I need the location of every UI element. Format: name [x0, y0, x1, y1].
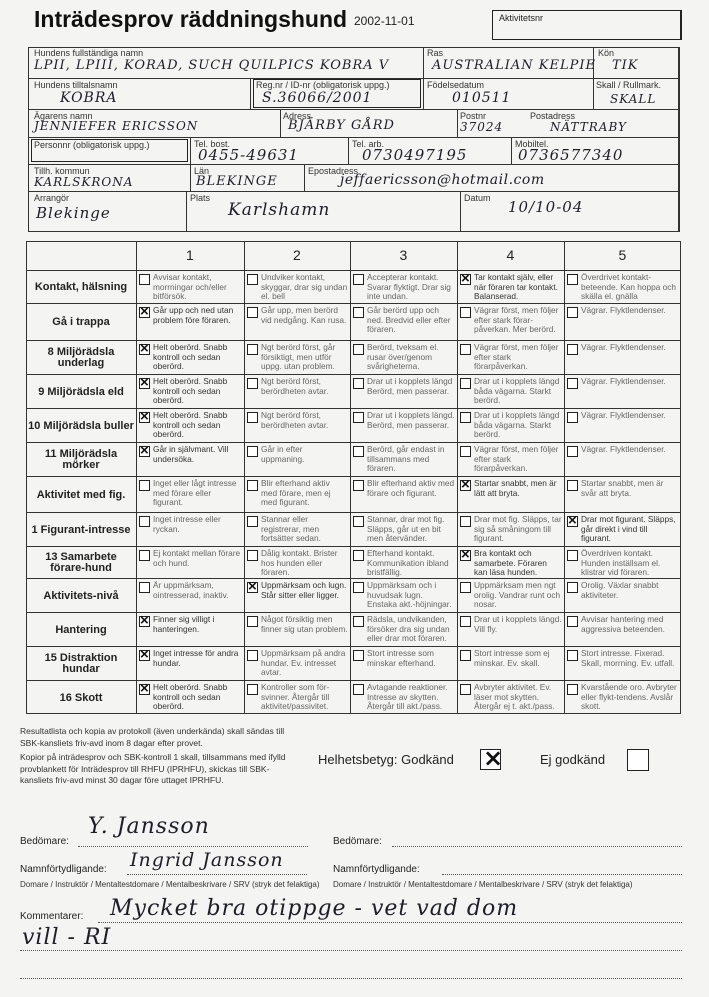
arrangor-label: Arrangör — [34, 193, 70, 203]
criteria-cell: Uppmärksam och lugn. Står sitter eller ligger. — [261, 581, 347, 600]
score-checkbox[interactable] — [567, 307, 578, 318]
ras-value[interactable]: AUSTRALIAN KELPIE — [432, 58, 596, 73]
personnr-label: Personnr (obligatorisk uppg.) — [34, 140, 150, 150]
criteria-cell: Vägrar. Flyktlendenser. — [581, 306, 666, 315]
domare-sub-1: Domare / Instruktör / Mentaltestdomare / Mentalbeskrivare / SRV (stryk det felaktiga) — [20, 880, 320, 889]
score-checkbox[interactable] — [460, 582, 471, 593]
column-header-5: 5 — [618, 247, 627, 263]
criteria-cell: Går upp, men berörd vid nedgång. Kan rusa. — [261, 306, 347, 325]
score-checkbox[interactable] — [139, 516, 150, 527]
score-checkbox[interactable] — [460, 516, 471, 527]
score-checkbox[interactable] — [567, 274, 578, 285]
criteria-cell: Startar snabbt, men är lätt att bryta. — [474, 479, 557, 498]
criteria-cell: Drar ut i kopplets längd båda vägarna. Starkt berörd. — [474, 377, 560, 405]
criteria-cell: Vägrar. Flyktlendenser. — [581, 377, 666, 386]
criteria-cell: Stort intresse som ej minskar. Ev. skall. — [474, 649, 550, 668]
bedomare1-label: Bedömare: — [20, 836, 69, 847]
postnr-value[interactable]: 37024 — [460, 120, 504, 134]
score-checkbox[interactable] — [567, 616, 578, 627]
criteria-cell: Helt oberörd. Snabb kontroll och sedan oberörd. — [153, 343, 228, 371]
row-label: Hantering — [55, 623, 107, 636]
column-header-4: 4 — [506, 247, 515, 263]
criteria-cell: Vägrar först, men följer efter stark förar-påverkan. Mer berörd. — [474, 306, 559, 334]
criteria-cell: Bra kontakt och samarbete. Föraren kan läsa hunden. — [474, 549, 547, 577]
score-checkbox[interactable] — [567, 684, 578, 695]
kon-label: Kön — [598, 48, 615, 58]
score-checkbox[interactable] — [247, 307, 258, 318]
postadress-label: Postadress — [530, 111, 576, 121]
kommentar-line-1[interactable]: Mycket bra otippge - vet vad dom — [110, 896, 519, 921]
kon-value[interactable]: TIK — [612, 58, 639, 73]
bedomare1-signature: Y. Jansson — [88, 814, 210, 839]
criteria-cell: Drar ut i kopplets längd båda vägarna. Starkt berörd. — [474, 411, 560, 439]
criteria-cell: Uppmärksam på andra hundar. Ev. intresset avtar. — [261, 649, 346, 677]
criteria-cell: Ngt berörd först, går försiktigt, men utför uppg. utan problem. — [261, 343, 336, 371]
telarb-value[interactable]: 0730497195 — [362, 146, 468, 164]
score-checkbox[interactable] — [353, 650, 364, 661]
form-title: Inträdesprov räddningshund — [34, 6, 348, 32]
telbost-value[interactable]: 0455-49631 — [198, 146, 299, 164]
domare-sub-2: Domare / Instruktör / Mentaltestdomare / Mentalbeskrivare / SRV (stryk det felaktiga) — [333, 880, 633, 889]
criteria-cell: Inget intresse eller ryckan. — [153, 515, 221, 534]
datum-value[interactable]: 10/10-04 — [508, 198, 584, 216]
criteria-cell: Rädsla, undvikanden, försöker dra sig undan eller drar mot föraren. — [367, 615, 450, 643]
score-checkbox[interactable] — [567, 446, 578, 457]
score-checkbox[interactable] — [567, 344, 578, 355]
score-checkbox[interactable] — [139, 274, 150, 285]
criteria-cell: Något försiktig men finner sig utan problem. — [261, 615, 348, 634]
criteria-cell: Helt oberörd. Snabb kontroll och sedan oberörd. — [153, 377, 228, 405]
criteria-cell: Överdrivet kontakt-beteende. Kan hoppa och skälla el. gnälla — [581, 273, 677, 301]
criteria-cell: Går upp och ned utan problem före föraren. — [153, 306, 234, 325]
score-checkbox[interactable] — [139, 684, 150, 695]
score-checkbox[interactable] — [139, 550, 150, 561]
fodelse-label: Födelsedatum — [427, 80, 485, 90]
score-checkbox[interactable] — [353, 274, 364, 285]
column-header-3: 3 — [399, 247, 408, 263]
score-checkbox[interactable] — [247, 480, 258, 491]
criteria-cell: Är uppmärksam, ointresserad, inaktiv. — [153, 581, 229, 600]
skall-label: Skall / Rullmark. — [596, 80, 662, 90]
criteria-cell: Dålig kontakt. Brister hos hunden eller föraren. — [261, 549, 338, 577]
criteria-cell: Kvarstående oro. Avbryter eller flykt-tendens. Avslår skott. — [581, 683, 677, 711]
score-checkbox[interactable] — [247, 344, 258, 355]
row-label: 13 Samarbete förare-hund — [45, 551, 117, 574]
criteria-cell: Går in självmant. Vill undersöka. — [153, 445, 229, 464]
criteria-cell: Berörd, går endast in tillsammans med föraren. — [367, 445, 445, 473]
kommentarer-label: Kommentarer: — [20, 911, 84, 922]
adress-label: Adress — [283, 111, 312, 121]
criteria-cell: Startar snabbt, men är svår att bryta. — [581, 479, 664, 498]
kommun-label: Tillh. kommun — [34, 166, 90, 176]
criteria-cell: Uppmärksam men ngt orolig. Vandrar runt och nosar. — [474, 581, 561, 609]
score-checkbox[interactable] — [247, 412, 258, 423]
score-checkbox[interactable] — [460, 684, 471, 695]
criteria-cell: Stort intresse som minskar efterhand. — [367, 649, 436, 668]
criteria-cell: Tar kontakt själv, eller när föraren tar kontakt. Balanserad. — [474, 273, 558, 301]
telarb-label: Tel. arb. — [352, 139, 385, 149]
namnfort2-label: Namnförtydligande: — [333, 864, 420, 875]
score-checkbox[interactable] — [460, 446, 471, 457]
score-checkbox[interactable] — [567, 480, 578, 491]
criteria-cell: Drar mot figurant. Släpps, går direkt i vind till figurant. — [581, 515, 676, 543]
criteria-cell: Kontroller som för-svinner. Återgår till aktivitet/passivitet. — [261, 683, 330, 711]
score-checkbox[interactable] — [460, 378, 471, 389]
criteria-cell: Orolig. Växlar snabbt aktiviteter. — [581, 581, 659, 600]
criteria-cell: Uppmärksam och i huvudsak lugn. Enstaka akt.-höjningar. — [367, 581, 452, 609]
row-label: 11 Miljörädsla mörker — [44, 448, 118, 471]
adress-value[interactable]: BJÄRBY GÅRD — [288, 118, 395, 133]
score-checkbox[interactable] — [460, 344, 471, 355]
criteria-cell: Vägrar. Flyktlendenser. — [581, 445, 666, 454]
row-label: Gå i trappa — [52, 316, 110, 328]
ej-godkand-label: Ej godkänd — [540, 752, 606, 767]
arrangor-value[interactable]: Blekinge — [36, 204, 111, 222]
criteria-cell: Avtagande reaktioner. Intresse av skytten. Återgår till akt./pass. — [367, 683, 448, 711]
lan-value[interactable]: BLEKINGE — [196, 174, 278, 189]
row-label: 1 Figurant-intresse — [31, 523, 131, 536]
godkand-checkbox[interactable] — [480, 744, 504, 772]
criteria-cell: Efterhand kontakt. Kommunikation ibland bristfällig. — [367, 549, 449, 577]
criteria-cell: Stannar eller registrerar, men fortsätter sedan. — [261, 515, 321, 543]
score-checkbox[interactable] — [247, 616, 258, 627]
score-checkbox[interactable] — [353, 307, 364, 318]
agare-label: Ägarens namn — [34, 111, 93, 121]
row-label: 10 Miljörädsla buller — [28, 419, 134, 432]
score-checkbox[interactable] — [139, 307, 150, 318]
column-header-2: 2 — [293, 247, 301, 263]
epost-label: Epostadress — [308, 166, 359, 176]
score-checkbox[interactable] — [353, 446, 364, 457]
criteria-cell: Går in efter uppmaning. — [261, 445, 305, 464]
score-checkbox[interactable] — [460, 480, 471, 491]
kommun-value[interactable]: KARLSKRONA — [34, 175, 134, 189]
fullname-value[interactable]: LPII, LPIII, KORAD, SUCH QUILPICS KOBRA V — [34, 58, 390, 73]
score-checkbox[interactable] — [353, 480, 364, 491]
column-header-1: 1 — [186, 247, 194, 263]
criteria-cell: Blir efterhand aktiv med förare och figurant. — [367, 479, 455, 498]
criteria-cell: Accepterar kontakt. Svarar flyktigt. Drar sig inte undan. — [367, 273, 451, 301]
score-checkbox[interactable] — [460, 616, 471, 627]
criteria-cell: Berörd, tveksam el. rusar över/genom svårigheterna. — [367, 343, 439, 371]
ej-godkand-checkbox[interactable] — [627, 749, 649, 771]
footer-note-2: Kopior på inträdesprov och SBK-kontroll 1 skall, tillsammans med ifylld provblankett för Inträdesprov till RHFU (IPRHFU), skickas till SBK-kansliets friv-avd minst 30 dagar före uttaget IPRHFU. — [20, 752, 286, 785]
row-label: Aktivitet med fig. — [36, 488, 126, 501]
score-checkbox[interactable] — [353, 378, 364, 389]
score-checkbox[interactable] — [247, 274, 258, 285]
criteria-cell: Undviker kontakt, skyggar, drar sig undan el. bell — [261, 273, 348, 301]
agare-value[interactable]: JENNIEFER ERICSSON — [34, 119, 199, 133]
telbost-label: Tel. bost. — [194, 139, 231, 149]
score-checkbox[interactable] — [353, 412, 364, 423]
aktivitetsnr-label: Aktivitetsnr — [499, 13, 544, 23]
bedomare2-label: Bedömare: — [333, 836, 382, 847]
datum-label: Datum — [464, 193, 491, 203]
criteria-cell: Avvisar hantering med aggressiva beteenden. — [581, 615, 665, 634]
form-date: 2002-11-01 — [354, 14, 415, 28]
score-checkbox[interactable] — [247, 550, 258, 561]
epost-value[interactable]: jeffaericsson@hotmail.com — [340, 172, 545, 188]
criteria-cell: Helt oberörd. Snabb kontroll och sedan oberörd. — [153, 683, 228, 711]
criteria-cell: Ej kontakt mellan förare och hund. — [153, 549, 241, 568]
score-checkbox[interactable] — [567, 516, 578, 527]
score-checkbox[interactable] — [567, 378, 578, 389]
criteria-cell: Helt oberörd. Snabb kontroll och sedan oberörd. — [153, 411, 228, 439]
row-label: Aktivitets-nivå — [43, 589, 119, 602]
regnr-label: Reg.nr / ID-nr (obligatorisk uppg.) — [256, 80, 390, 90]
criteria-cell: Ngt berörd först, berördheten avtar. — [261, 411, 329, 430]
tilltal-value[interactable]: KOBRA — [60, 90, 118, 106]
score-checkbox[interactable] — [460, 550, 471, 561]
footer-note-1: Resultatlista och kopia av protokoll (även underkända) skall sändas till SBK-kansliets friv-avd inom 8 dagar efter provet. — [20, 726, 285, 748]
postadress-value[interactable]: NÄTTRABY — [550, 120, 627, 134]
plats-label: Plats — [190, 193, 211, 203]
score-checkbox[interactable] — [460, 650, 471, 661]
criteria-cell: Vägrar. Flyktlendenser. — [581, 411, 666, 420]
row-label: 8 Miljörädsla underlag — [47, 346, 115, 369]
criteria-cell: Ngt berörd först, berördheten avtar. — [261, 377, 329, 396]
kommentar-line-2[interactable]: vill - RI — [22, 925, 112, 950]
score-checkbox[interactable] — [567, 550, 578, 561]
score-checkbox[interactable] — [353, 582, 364, 593]
row-label: Kontakt, hälsning — [34, 281, 128, 293]
criteria-cell: Vägrar först, men följer efter stark förarpåverkan. — [474, 445, 559, 473]
score-checkbox[interactable] — [139, 412, 150, 423]
criteria-cell: Finner sig villigt i hanteringen. — [153, 615, 215, 634]
score-checkbox[interactable] — [139, 650, 150, 661]
fullname-label: Hundens fullständiga namn — [34, 48, 144, 58]
criteria-cell: Avbryter aktivitet. Ev. läser mot skytten. Återgår ej t. akt./pass. — [474, 683, 555, 711]
score-checkbox[interactable] — [139, 378, 150, 389]
row-label: 16 Skott — [59, 691, 103, 704]
score-checkbox[interactable] — [353, 344, 364, 355]
score-checkbox[interactable] — [567, 650, 578, 661]
score-checkbox[interactable] — [139, 616, 150, 627]
score-checkbox[interactable] — [139, 480, 150, 491]
row-label: 9 Miljörädsla eld — [38, 385, 124, 398]
aktivitetsnr-field[interactable] — [492, 10, 682, 40]
criteria-cell: Vägrar först, men följer efter stark förarpåverkan. — [474, 343, 559, 371]
score-checkbox[interactable] — [353, 516, 364, 527]
criteria-cell: Stort intresse. Fixerad. Skall, morrning. Ev. utfall. — [581, 649, 675, 668]
score-checkbox[interactable] — [247, 378, 258, 389]
score-checkbox[interactable] — [139, 582, 150, 593]
score-checkbox[interactable] — [247, 516, 258, 527]
score-checkbox[interactable] — [460, 274, 471, 285]
criteria-cell: Går berörd upp och ned. Bredvid eller efter föraren. — [367, 306, 451, 334]
score-checkbox[interactable] — [247, 446, 258, 457]
score-checkbox[interactable] — [353, 684, 364, 695]
criteria-cell: Inget intresse för andra hundar. — [153, 649, 239, 668]
score-checkbox[interactable] — [247, 684, 258, 695]
criteria-cell: Blir efterhand aktiv med förare, men ej med figurant. — [261, 479, 331, 507]
score-checkbox[interactable] — [460, 412, 471, 423]
criteria-cell: Drar mot fig. Släpps, tar sig så småningom till figurant. — [474, 515, 562, 543]
postnr-label: Postnr — [460, 111, 487, 121]
criteria-cell: Stannar, drar mot fig. Släpps, går ut en bit men återvänder. — [367, 515, 445, 543]
score-checkbox[interactable] — [353, 550, 364, 561]
criteria-cell: Drar ut i kopplets längd. Berörd, men passerar. — [367, 411, 455, 430]
namn1-value[interactable]: Ingrid Jansson — [130, 849, 284, 871]
score-checkbox[interactable] — [247, 582, 258, 593]
ras-label: Ras — [427, 48, 444, 58]
helhet-label: Helhetsbetyg: Godkänd — [318, 752, 454, 767]
score-checkbox[interactable] — [247, 650, 258, 661]
score-checkbox[interactable] — [567, 582, 578, 593]
criteria-cell: Inget eller lågt intresse med förare eller figurant. — [153, 479, 237, 507]
criteria-cell: Drar ut i kopplets längd. Vill fly. — [474, 615, 562, 634]
criteria-cell: Drar ut i kopplets längd Berörd, men passerar. — [367, 377, 453, 396]
namnfort1-label: Namnförtydligande: — [20, 864, 107, 875]
criteria-cell: Avvisar kontakt, morrningar och/eller bitförsök. — [153, 273, 227, 301]
score-checkbox[interactable] — [567, 412, 578, 423]
check-mark-icon: × — [483, 744, 504, 772]
mobil-label: Mobiltel. — [515, 139, 549, 149]
score-checkbox[interactable] — [139, 344, 150, 355]
regnr-value[interactable]: S.36066/2001 — [262, 90, 373, 106]
score-checkbox[interactable] — [353, 616, 364, 627]
skall-value[interactable]: SKALL — [610, 92, 657, 106]
tilltal-label: Hundens tilltalsnamn — [34, 80, 118, 90]
fodelse-value[interactable]: 010511 — [452, 90, 512, 106]
mobil-value[interactable]: 0736577340 — [518, 146, 624, 164]
score-checkbox[interactable] — [460, 307, 471, 318]
lan-label: Län — [194, 166, 210, 176]
criteria-cell: Vägrar. Flyktlendenser. — [581, 343, 666, 352]
plats-value[interactable]: Karlshamn — [228, 200, 331, 220]
score-checkbox[interactable] — [139, 446, 150, 457]
criteria-cell: Överdriven kontakt. Hunden inställsam el. klistrar vid föraren. — [581, 549, 661, 577]
row-label: 15 Distraktion hundar — [44, 652, 118, 675]
